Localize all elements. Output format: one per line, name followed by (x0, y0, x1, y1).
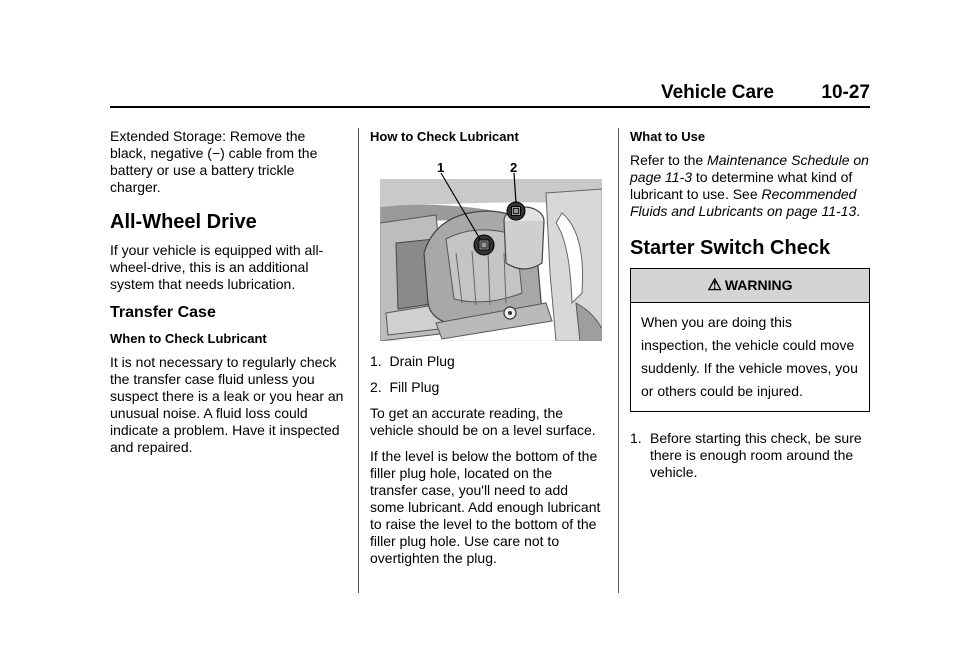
warning-icon: ⚠ (707, 277, 722, 294)
callout-label-2: 2 (510, 160, 518, 175)
refer-suffix: . (856, 203, 861, 219)
warning-title: WARNING (724, 277, 793, 293)
page-header (110, 82, 870, 106)
list-num-2: 2. (370, 379, 382, 395)
warning-header (631, 269, 869, 303)
column-divider-2 (618, 128, 619, 593)
transfer-case-heading: Transfer Case (110, 304, 216, 321)
list-num-1: 1. (370, 353, 382, 369)
lubricant-level-text: If the level is below the bottom of the filler plug hole, located on the transfer case, you'll need to add some lubricant. Add enough lubricant to raise the level to the bottom of the filler plug hole. Use care not to overtighten the plug. (370, 448, 601, 566)
starter-switch-heading: Starter Switch Check (630, 237, 831, 259)
column-divider-1 (358, 128, 359, 593)
warning-box (630, 268, 870, 412)
header-rule (110, 106, 870, 108)
list-label-1: Drain Plug (389, 353, 455, 369)
awd-text: If your vehicle is equipped with all-wheel-drive, this is an additional system that needs lubrication. (110, 242, 324, 292)
when-to-check-heading: When to Check Lubricant (110, 331, 267, 346)
callout-label-1: 1 (437, 160, 445, 175)
refer-prefix: Refer to the (630, 152, 708, 168)
list-item-drain-plug (370, 353, 602, 370)
transfer-case-figure (376, 153, 606, 343)
refer-mid: to determine what kind of lubricant to use. See (630, 169, 853, 202)
refer-text (630, 152, 870, 220)
list-label-2: Fill Plug (389, 379, 440, 395)
when-to-check-text: It is not necessary to regularly check the transfer case fluid unless you suspect there is a leak or you hear an unusual noise. A fluid loss could indicate a problem. Have it inspected and repaired. (110, 354, 344, 455)
warning-text: When you are doing this inspection, the vehicle could move suddenly. If the vehicle moves, you or others could be injured. (641, 314, 858, 399)
page-number: 10-27 (821, 82, 870, 103)
list-item-fill-plug (370, 379, 602, 396)
how-to-check-heading: How to Check Lubricant (370, 129, 519, 144)
extended-storage-text: Extended Storage: Remove the black, negative (−) cable from the battery or use a battery trickle charger. (110, 128, 318, 195)
what-to-use-heading: What to Use (630, 129, 706, 144)
awd-heading: All-Wheel Drive (110, 211, 257, 233)
step-1-text: Before starting this check, be sure there is enough room around the vehicle. (650, 430, 862, 480)
step-1 (630, 430, 870, 481)
recommended-fluids-link[interactable]: Recommended Fluids and Lubricants on page 11‑13 (630, 186, 857, 219)
transfer-case-illustration (376, 153, 606, 343)
maintenance-schedule-link[interactable]: Maintenance Schedule on page 11‑3 (630, 152, 869, 185)
step-1-number: 1. (630, 430, 642, 446)
column-2 (370, 128, 602, 576)
column-1 (110, 128, 345, 465)
column-3 (630, 128, 870, 481)
accurate-reading-text: To get an accurate reading, the vehicle should be on a level surface. (370, 405, 596, 438)
section-title: Vehicle Care (660, 82, 774, 103)
